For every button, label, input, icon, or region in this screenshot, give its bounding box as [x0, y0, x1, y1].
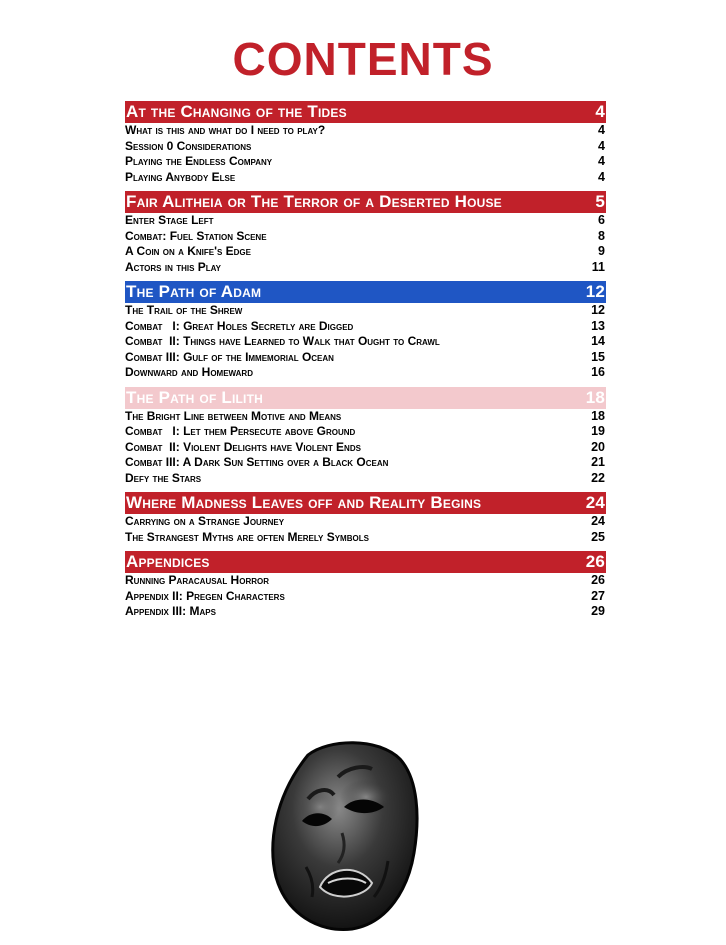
toc-entry[interactable]	[125, 350, 606, 366]
toc-entry[interactable]	[125, 319, 606, 335]
toc-entry[interactable]	[125, 229, 606, 245]
entry-label: Combat III: A Dark Sun Setting over a Black Ocean	[125, 455, 389, 469]
entry-label: Combat II: Things have Learned to Walk that Ought to Crawl	[125, 334, 440, 348]
entry-page-number: 13	[591, 318, 605, 333]
section-title: Fair Alitheia or The Terror of a Deserted House	[126, 192, 502, 211]
toc-entry[interactable]	[125, 139, 606, 155]
toc-entry[interactable]	[125, 170, 606, 186]
tragedy-mask-illustration	[268, 737, 420, 933]
section-page-number: 24	[585, 493, 605, 512]
toc-entry[interactable]	[125, 514, 606, 530]
entry-label: Actors in this Play	[125, 259, 222, 274]
section-header[interactable]	[125, 101, 606, 123]
toc-entry[interactable]	[125, 440, 606, 456]
toc-section	[125, 281, 606, 381]
toc-entry[interactable]	[125, 424, 606, 440]
toc-section	[125, 387, 606, 487]
section-page-number: 4	[595, 102, 605, 121]
entry-page-number: 4	[598, 154, 605, 168]
entry-page-number: 12	[591, 303, 605, 317]
entry-page-number: 18	[591, 408, 605, 423]
toc-entry[interactable]	[125, 573, 606, 589]
entry-page-number: 27	[591, 588, 605, 603]
section-page-number: 26	[585, 552, 605, 571]
section-header[interactable]	[125, 191, 606, 213]
section-header[interactable]	[125, 387, 606, 409]
toc-section	[125, 492, 606, 545]
toc-entry[interactable]	[125, 471, 606, 487]
section-header[interactable]	[125, 492, 606, 514]
toc-entry[interactable]	[125, 213, 606, 229]
entry-label: Playing Anybody Else	[125, 169, 236, 184]
entry-page-number: 4	[598, 169, 605, 184]
section-title: At the Changing of the Tides	[126, 102, 347, 121]
entry-label: Combat III: Gulf of the Immemorial Ocean	[125, 349, 334, 364]
entry-label: The Strangest Myths are often Merely Symbols	[125, 529, 369, 544]
entry-page-number: 21	[591, 455, 605, 469]
toc-entry[interactable]	[125, 455, 606, 471]
entry-page-number: 19	[591, 424, 605, 438]
entry-label: Combat I: Let them Persecute above Ground	[125, 424, 356, 438]
entry-page-number: 20	[591, 439, 605, 454]
entry-label: A Coin on a Knife's Edge	[125, 244, 251, 258]
entry-label: Appendix III: Maps	[125, 604, 216, 618]
entry-page-number: 4	[598, 138, 605, 153]
toc-entry[interactable]	[125, 589, 606, 605]
entry-label: Carrying on a Strange Journey	[125, 514, 285, 528]
toc-entry[interactable]	[125, 244, 606, 260]
entry-page-number: 9	[598, 244, 605, 258]
entry-label: The Bright Line between Motive and Means	[125, 408, 342, 423]
section-title: Appendices	[126, 552, 210, 571]
entry-page-number: 26	[591, 573, 605, 587]
entry-label: Running Paracausal Horror	[125, 573, 269, 587]
entry-page-number: 22	[591, 470, 605, 485]
toc-entry[interactable]	[125, 303, 606, 319]
toc-section	[125, 101, 606, 185]
entry-label: Combat II: Violent Delights have Violent Ends	[125, 439, 361, 454]
entry-page-number: 11	[591, 259, 605, 274]
entry-page-number: 29	[591, 604, 605, 618]
toc-entry[interactable]	[125, 530, 606, 546]
entry-label: Appendix II: Pregen Characters	[125, 588, 285, 603]
toc-entry[interactable]	[125, 123, 606, 139]
toc-entry[interactable]	[125, 260, 606, 276]
tragedy-mask-icon	[268, 737, 420, 933]
entry-label: What is this and what do I need to play?	[125, 123, 326, 137]
toc-section	[125, 191, 606, 275]
entry-label: Combat: Fuel Station Scene	[125, 228, 267, 243]
entry-page-number: 25	[591, 529, 605, 544]
section-page-number: 5	[595, 192, 605, 211]
entry-label: Defy the Stars	[125, 470, 202, 485]
page-title: CONTENTS	[232, 33, 494, 85]
entry-page-number: 15	[591, 349, 605, 364]
entry-label: Session 0 Considerations	[125, 138, 252, 153]
entry-label: Playing the Endless Company	[125, 154, 273, 168]
section-header[interactable]	[125, 551, 606, 573]
table-of-contents	[125, 101, 606, 626]
toc-entry[interactable]	[125, 604, 606, 620]
toc-entry[interactable]	[125, 409, 606, 425]
section-page-number: 12	[585, 282, 605, 301]
entry-page-number: 16	[591, 365, 605, 379]
section-title: The Path of Adam	[126, 282, 262, 301]
toc-section	[125, 551, 606, 620]
toc-entry[interactable]	[125, 365, 606, 381]
entry-page-number: 6	[598, 213, 605, 227]
toc-entry[interactable]	[125, 334, 606, 350]
entry-label: The Trail of the Shrew	[125, 303, 243, 317]
entry-page-number: 24	[591, 514, 605, 528]
section-title: The Path of Lilith	[126, 387, 263, 407]
section-header[interactable]	[125, 281, 606, 303]
section-title: Where Madness Leaves off and Reality Begins	[126, 493, 482, 512]
entry-label: Enter Stage Left	[125, 213, 214, 227]
section-page-number: 18	[585, 387, 605, 407]
entry-label: Downward and Homeward	[125, 365, 253, 379]
entry-page-number: 4	[598, 123, 605, 137]
entry-page-number: 14	[591, 334, 605, 348]
entry-page-number: 8	[598, 228, 605, 243]
toc-entry[interactable]	[125, 154, 606, 170]
entry-label: Combat I: Great Holes Secretly are Digged	[125, 318, 354, 333]
